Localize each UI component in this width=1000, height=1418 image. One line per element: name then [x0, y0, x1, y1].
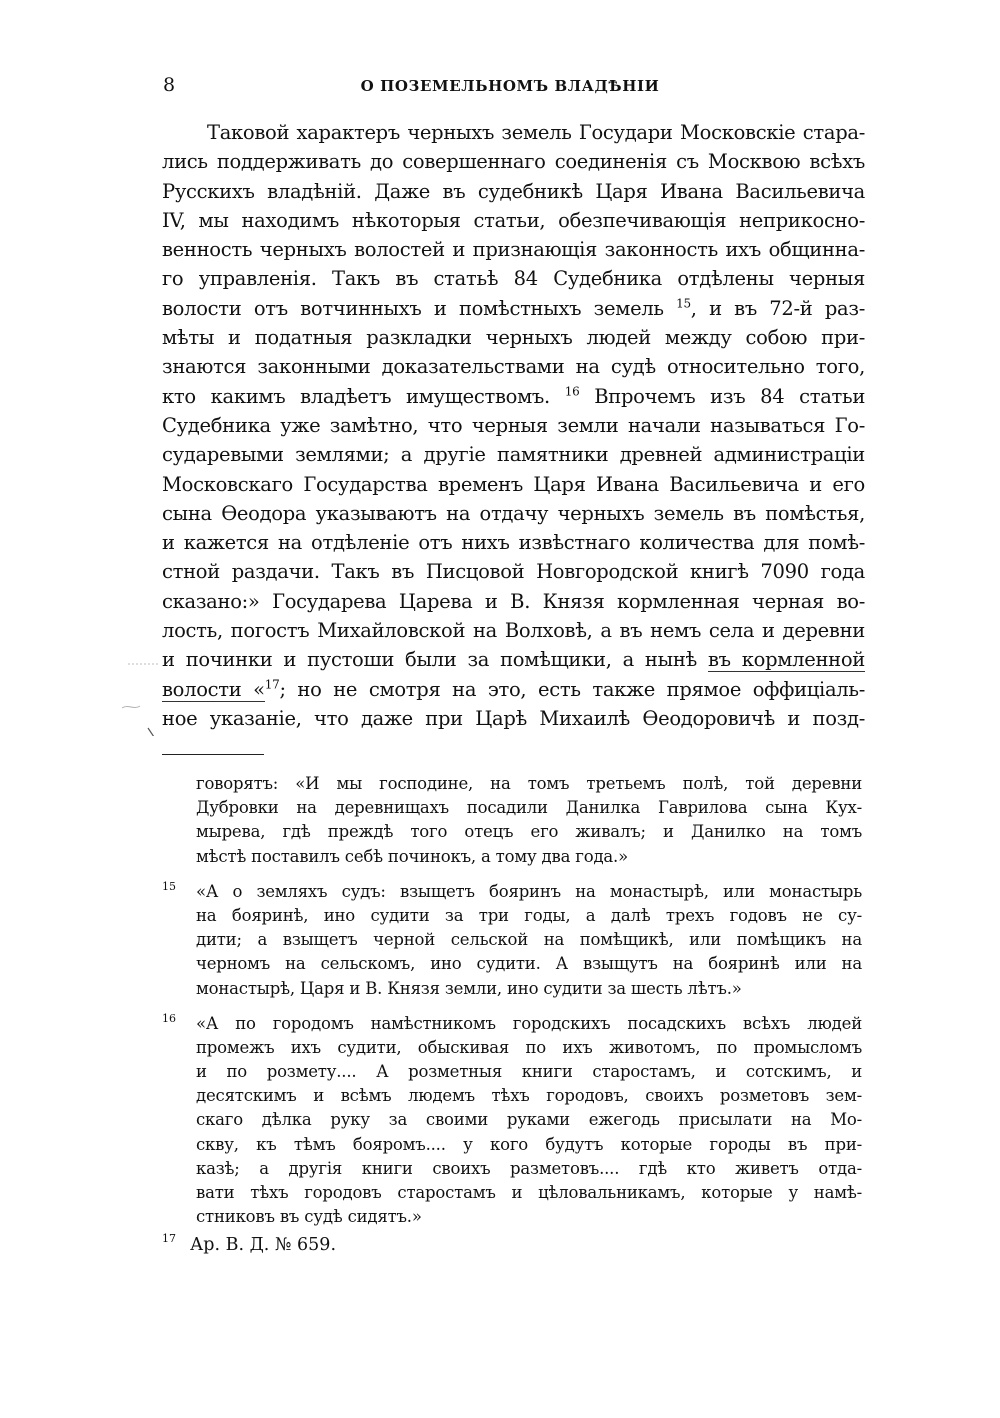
- footnote-line: черномъ на сельскомъ, ино судити. А взыщутъ на бояринѣ или на: [196, 954, 862, 974]
- page-number: 8: [163, 74, 176, 96]
- text-line: сказано:» Государева Царева и В. Князя кормленная черная во-: [162, 589, 865, 613]
- footnote-line: Ар. В. Д. № 659.: [190, 1235, 337, 1256]
- footnote-marker: 16: [162, 1011, 176, 1025]
- footnote-line: и по розмету.... А розметныя книги старостамъ, и сотскимъ, и: [196, 1062, 862, 1082]
- text-segment: , и въ 72-й раз-: [690, 296, 865, 320]
- text-line: сударевыми землями; а другіе памятники древней администраціи: [162, 443, 865, 467]
- text-line: Московскаго Государства временъ Царя Ивана Васильевича и его: [162, 472, 865, 496]
- footnote-17: [162, 1232, 862, 1258]
- footnote-ref-17: 17: [264, 677, 280, 692]
- text-line: лись поддерживать до совершеннаго соединенія съ Москвою всѣхъ: [162, 150, 865, 174]
- running-title: О ПОЗЕМЕЛЬНОМЪ ВЛАДѢНІИ: [360, 77, 660, 95]
- text-line: го управленія. Такъ въ статьѣ 84 Судебника отдѣлены черныя: [162, 267, 865, 291]
- underlined-phrase: волости «: [162, 677, 265, 701]
- footnote-line: мѣстѣ поставилъ себѣ починокъ, а тому два года.»: [196, 846, 628, 866]
- footnote-line: вати тѣхъ городовъ старостамъ и цѣловальникамъ, которые у намѣ-: [196, 1183, 862, 1202]
- footnote-marker: 17: [162, 1232, 176, 1246]
- footnote-line: «А о земляхъ судъ: взыщетъ бояринъ на монастырѣ, или монастырь: [196, 881, 862, 901]
- text-line: стной раздачи. Такъ въ Писцовой Новгородской книгѣ 7090 года: [162, 560, 865, 584]
- text-line: Русскихъ владѣній. Даже въ судебникѣ Царя Ивана Васильевича: [162, 179, 865, 203]
- footnote-line: Дубровки на деревнищахъ посадили Данилка Гаврилова сына Кух-: [196, 798, 862, 818]
- footnote-line: монастырѣ, Царя и В. Князя земли, ино судити за шесть лѣтъ.»: [196, 978, 742, 998]
- text-segment: кто какимъ владѣетъ имуществомъ.: [162, 384, 550, 408]
- main-text: [162, 118, 865, 733]
- text-line: [162, 382, 865, 411]
- text-segment: волости отъ вотчинныхъ и помѣстныхъ земель: [162, 296, 664, 320]
- footnote-line: скву, къ тѣмъ бояромъ.... у кого будутъ которые городы въ при-: [196, 1134, 862, 1154]
- text-segment: и починки и пустоши были за помѣщики, а нынѣ: [162, 648, 697, 672]
- footnote-15: [162, 880, 862, 1001]
- footnote-16: [162, 1012, 862, 1230]
- text-line: ное указаніе, что даже при Царѣ Михаилѣ Ѳеодоровичѣ и позд-: [162, 706, 865, 730]
- text-line: знаются законными доказательствами на судѣ относительно того,: [162, 355, 865, 379]
- text-line: [162, 645, 865, 674]
- text-line: IV, мы находимъ нѣкоторыя статьи, обезпечивающія неприкосно-: [162, 208, 865, 232]
- footnote-line: стниковъ въ судѣ сидятъ.»: [196, 1207, 422, 1227]
- footnote-ref-15: 15: [676, 296, 691, 311]
- text-line: мѣты и податныя разкладки черныхъ людей между собою при-: [162, 326, 865, 350]
- footnote-line: дити; а взыщетъ черной сельской на помѣщикѣ, или помѣщикъ на: [196, 930, 862, 950]
- pencil-margin-marks: [112, 656, 172, 736]
- footnote-line: скаго дѣлка руку за своими руками ежегодь присылати на Мо-: [196, 1110, 862, 1130]
- text-segment: Впрочемъ изъ 84 статьи: [594, 384, 866, 408]
- text-line: [162, 294, 865, 323]
- footnote-line: «А по городомъ намѣстникомъ городскихъ посадскихъ всѣхъ людей: [196, 1013, 862, 1033]
- text-line: лость, погостъ Михайловской на Волховѣ, а въ немъ села и деревни: [162, 619, 865, 643]
- footnote-line: десятскимъ и всѣмъ людемъ тѣхъ городовъ, своихъ розметовъ зем-: [196, 1086, 862, 1106]
- footnote-line: говорятъ: «И мы господине, на томъ третьемъ полѣ, той деревни: [196, 774, 862, 793]
- footnotes: [162, 772, 862, 1258]
- footnote-line: казѣ; а другія книги своихъ разметовъ.... гдѣ кто живетъ отда-: [196, 1158, 862, 1178]
- text-line: венность черныхъ волостей и признающія законность ихъ общинна-: [162, 238, 865, 262]
- text-line: Таковой характеръ черныхъ земель Государи Московскіе стара-: [207, 121, 865, 144]
- footnote-marker: 15: [162, 879, 176, 893]
- footnote-ref-16: 16: [564, 384, 580, 399]
- text-line: сына Ѳеодора указываютъ на отдачу черныхъ земель въ помѣстья,: [162, 501, 865, 525]
- underlined-phrase: въ кормленной: [707, 648, 865, 672]
- footnote-line: на бояринѣ, ино судити за три годы, а далѣ трехъ годовъ не су-: [196, 905, 862, 925]
- text-line: Судебника уже замѣтно, что черныя земли начали называться Го-: [162, 413, 865, 437]
- footnote-separator: [162, 754, 264, 755]
- footnote-line: мырева, гдѣ преждѣ того отецъ его живалъ; и Данилко на томъ: [196, 822, 862, 842]
- text-segment: ; но не смотря на это, есть также прямое оффиціаль-: [279, 677, 866, 701]
- text-line: и кажется на отдѣленіе отъ нихъ извѣстнаго количества для помѣ-: [162, 531, 865, 555]
- text-line: [162, 675, 865, 704]
- footnote-line: промежъ ихъ судити, обыскивая по ихъ животомъ, по промысломъ: [196, 1037, 862, 1057]
